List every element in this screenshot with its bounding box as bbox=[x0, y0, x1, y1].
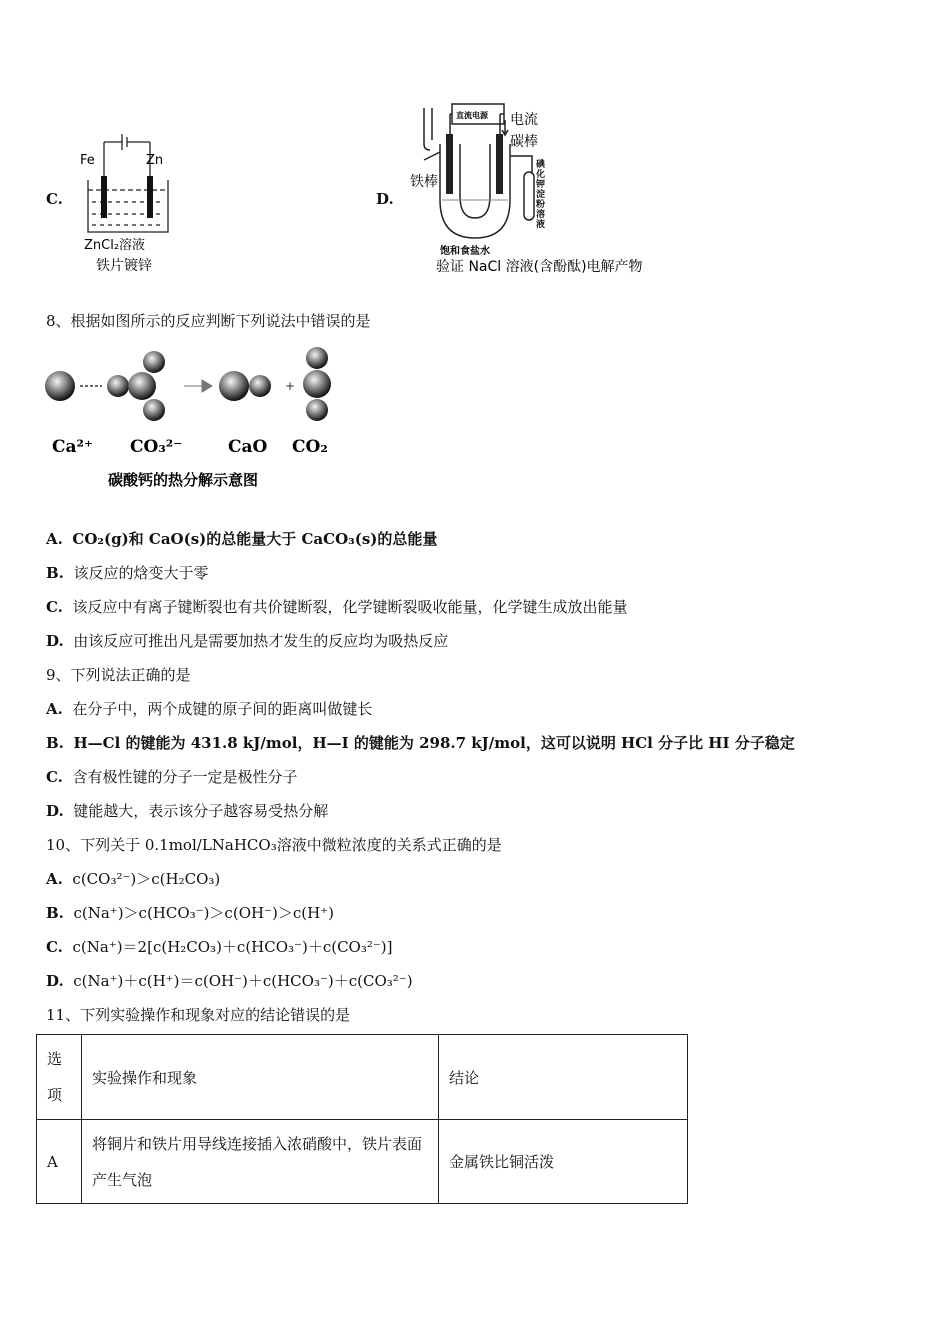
q8-option-b: B. 该反应的焓变大于零 bbox=[46, 564, 209, 582]
q10-option-b: B. c(Na⁺)＞c(HCO₃⁻)＞c(OH⁻)＞c(H⁺) bbox=[46, 904, 334, 922]
q9-option-a: A. 在分子中，两个成键的原子间的距离叫做键长 bbox=[46, 700, 373, 718]
electroplating-diagram bbox=[76, 128, 186, 278]
header-operation: 实验操作和现象 bbox=[82, 1035, 439, 1120]
current-label: 电流 bbox=[510, 112, 538, 128]
iron-rod-label: 铁棒 bbox=[410, 174, 438, 190]
label-ca-ion: Ca²⁺ bbox=[52, 437, 93, 457]
option-d-letter: D. bbox=[376, 190, 394, 208]
table-header-row bbox=[37, 1035, 688, 1120]
q8-option-d: D. 由该反应可推出凡是需要加热才发生的反应均为吸热反应 bbox=[46, 632, 449, 650]
q8-option-c: C. 该反应中有离子键断裂也有共价键断裂，化学键断裂吸收能量，化学键生成放出能量 bbox=[46, 598, 628, 616]
header-conclusion: 结论 bbox=[439, 1035, 688, 1120]
q9-option-d: D. 键能越大，表示该分子越容易受热分解 bbox=[46, 802, 329, 820]
q10-stem: 10、下列关于 0.1mol/LNaHCO₃溶液中微粒浓度的关系式正确的是 bbox=[46, 836, 502, 854]
fig-c-caption: 铁片镀锌 bbox=[96, 258, 152, 274]
row-option: A bbox=[37, 1120, 82, 1204]
label-cao: CaO bbox=[228, 437, 268, 457]
label-co2: CO₂ bbox=[292, 437, 328, 457]
q10-option-d: D. c(Na⁺)＋c(H⁺)＝c(OH⁻)＋c(HCO₃⁻)＋c(CO₃²⁻) bbox=[46, 972, 413, 990]
row-operation: 将铜片和铁片用导线连接插入浓硝酸中，铁片表面产生气泡 bbox=[82, 1120, 439, 1204]
option-c-letter: C. bbox=[46, 190, 63, 208]
q8-stem: 8、根据如图所示的反应判断下列说法中错误的是 bbox=[46, 312, 371, 330]
q9-option-b: B. H—Cl 的键能为 431.8 kJ/mol，H—I 的键能为 298.7 kJ/mol，这可以说明 HCl 分子比 HI 分子稳定 bbox=[46, 734, 795, 752]
table-row bbox=[37, 1120, 688, 1204]
q9-option-c: C. 含有极性键的分子一定是极性分子 bbox=[46, 768, 298, 786]
q8-option-a: A. CO₂(g)和 CaO(s)的总能量大于 CaCO₃(s)的总能量 bbox=[46, 530, 438, 548]
label-co3-ion: CO₃²⁻ bbox=[130, 437, 183, 457]
experiment-table bbox=[36, 1034, 688, 1204]
fe-label: Fe bbox=[80, 153, 95, 168]
q9-stem: 9、下列说法正确的是 bbox=[46, 666, 191, 684]
row-conclusion: 金属铁比铜活泼 bbox=[439, 1120, 688, 1204]
ca-ion-ball bbox=[45, 371, 75, 401]
carbon-rod-label: 碳棒 bbox=[510, 134, 538, 150]
q8-figure-caption: 碳酸钙的热分解示意图 bbox=[108, 471, 259, 489]
caco3-decomposition-figure bbox=[44, 340, 344, 490]
fig-d-caption: 验证 NaCl 溶液(含酚酞)电解产物 bbox=[436, 259, 643, 275]
q10-option-a: A. c(CO₃²⁻)＞c(H₂CO₃) bbox=[46, 870, 221, 888]
power-label: 直流电源 bbox=[456, 111, 488, 120]
q10-option-c: C. c(Na⁺)＝2[c(H₂CO₃)＋c(HCO₃⁻)＋c(CO₃²⁻)] bbox=[46, 938, 393, 956]
zn-label: Zn bbox=[146, 153, 164, 168]
q11-stem: 11、下列实验操作和现象对应的结论错误的是 bbox=[46, 1006, 351, 1024]
svg-text:+: + bbox=[285, 379, 296, 393]
ki-starch-label: 碘化钾淀粉溶液 bbox=[536, 160, 546, 230]
zncl2-label: ZnCl₂溶液 bbox=[84, 238, 146, 253]
header-option: 选项 bbox=[37, 1035, 82, 1120]
brine-label: 饱和食盐水 bbox=[440, 246, 490, 257]
